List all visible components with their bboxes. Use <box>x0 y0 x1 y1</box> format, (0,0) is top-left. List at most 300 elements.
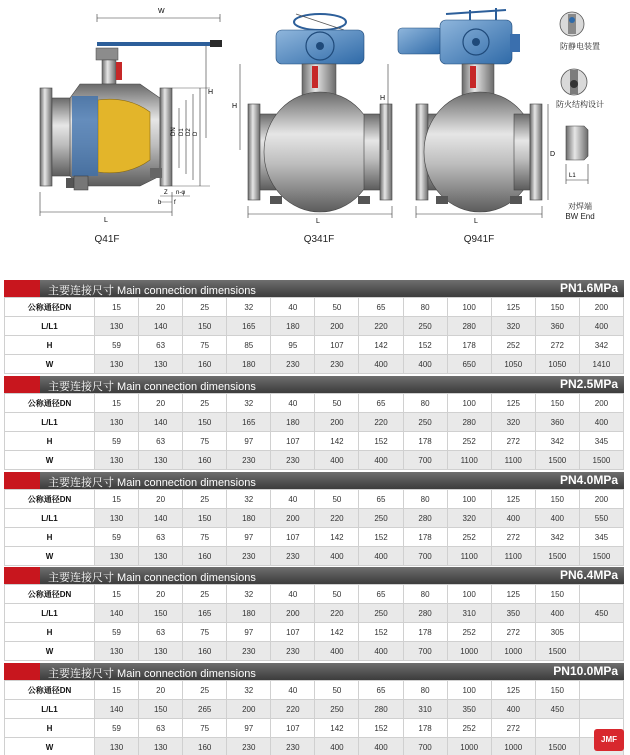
table-cell: 125 <box>491 298 535 317</box>
table-cell: 15 <box>95 394 139 413</box>
table-cell: 97 <box>227 623 271 642</box>
table-row <box>5 547 624 566</box>
table-cell: 150 <box>535 490 579 509</box>
table-cell: 130 <box>95 509 139 528</box>
table-cell: 320 <box>491 317 535 336</box>
dim-dn-label: DN <box>171 127 177 136</box>
table-cell: 25 <box>183 394 227 413</box>
pressure-rating: PN1.6MPa <box>559 281 618 295</box>
table-cell: 152 <box>359 623 403 642</box>
table-cell: 342 <box>579 336 623 355</box>
row-label: L/L1 <box>5 604 95 623</box>
q941f-dim-h: H <box>380 95 386 102</box>
row-label: W <box>5 547 95 566</box>
row-label: 公称通径DN <box>5 490 95 509</box>
table-cell: 150 <box>183 509 227 528</box>
row-label: W <box>5 642 95 661</box>
table-cell: 400 <box>315 547 359 566</box>
table-cell <box>535 719 579 738</box>
table-row <box>5 700 624 719</box>
table-cell: 63 <box>139 623 183 642</box>
table-cell: 80 <box>403 681 447 700</box>
table-cell: 130 <box>95 642 139 661</box>
table-cell: 59 <box>95 623 139 642</box>
dimension-table <box>4 297 624 374</box>
row-label: 公称通径DN <box>5 681 95 700</box>
table-pn40 <box>4 472 624 566</box>
table-title: 主要连接尺寸 Main connection dimensions <box>48 381 256 393</box>
table-cell: 150 <box>535 681 579 700</box>
table-cell: 280 <box>403 604 447 623</box>
table-cell <box>579 642 623 661</box>
table-cell: 65 <box>359 490 403 509</box>
table-row <box>5 451 624 470</box>
table-cell: 550 <box>579 509 623 528</box>
table-cell: 150 <box>183 317 227 336</box>
table-cell: 142 <box>359 336 403 355</box>
table-cell: 142 <box>315 432 359 451</box>
table-cell: 280 <box>403 509 447 528</box>
table-cell: 178 <box>403 719 447 738</box>
table-cell: 350 <box>447 700 491 719</box>
table-cell: 272 <box>491 432 535 451</box>
table-cell: 1500 <box>535 547 579 566</box>
table-cell: 1410 <box>579 355 623 374</box>
table-cell: 400 <box>491 509 535 528</box>
table-cell: 50 <box>315 298 359 317</box>
table-cell: 160 <box>183 738 227 755</box>
dim-n-label: n-φ <box>176 190 186 196</box>
table-cell: 200 <box>579 394 623 413</box>
table-cell: 250 <box>403 317 447 336</box>
table-cell: 1500 <box>535 642 579 661</box>
table-row <box>5 642 624 661</box>
header-accent <box>4 376 40 393</box>
table-cell: 130 <box>139 738 183 755</box>
table-cell: 250 <box>315 700 359 719</box>
table-cell: 20 <box>139 394 183 413</box>
row-label: 公称通径DN <box>5 298 95 317</box>
table-row <box>5 317 624 336</box>
table-cell: 230 <box>271 451 315 470</box>
table-cell: 142 <box>315 719 359 738</box>
table-cell: 400 <box>315 642 359 661</box>
table-cell: 100 <box>447 394 491 413</box>
table-title: 主要连接尺寸 Main connection dimensions <box>48 285 256 297</box>
table-cell: 100 <box>447 298 491 317</box>
table-cell: 140 <box>139 509 183 528</box>
table-cell: 152 <box>359 432 403 451</box>
table-cell: 59 <box>95 719 139 738</box>
table-cell: 400 <box>315 451 359 470</box>
table-cell: 1100 <box>447 547 491 566</box>
table-row <box>5 509 624 528</box>
note-bw-en: BW End <box>565 212 595 221</box>
table-cell: 400 <box>403 355 447 374</box>
table-cell: 40 <box>271 298 315 317</box>
table-cell: 400 <box>359 642 403 661</box>
table-row <box>5 585 624 604</box>
table-cell: 178 <box>447 336 491 355</box>
q41f-drawing <box>40 8 222 224</box>
table-cell: 450 <box>579 604 623 623</box>
row-label: L/L1 <box>5 509 95 528</box>
table-cell: 130 <box>139 547 183 566</box>
table-cell: 250 <box>359 509 403 528</box>
table-cell: 165 <box>183 604 227 623</box>
caption-q41f: Q41F <box>94 234 120 245</box>
table-cell: 80 <box>403 585 447 604</box>
dim-l1-label: L1 <box>569 173 576 179</box>
table-cell: 400 <box>359 355 403 374</box>
table-cell: 107 <box>271 719 315 738</box>
table-pn25 <box>4 376 624 470</box>
table-cell: 85 <box>227 336 271 355</box>
table-row <box>5 738 624 755</box>
table-cell: 272 <box>491 623 535 642</box>
table-cell: 400 <box>535 509 579 528</box>
table-cell: 32 <box>227 681 271 700</box>
table-cell: 25 <box>183 681 227 700</box>
table-cell: 15 <box>95 490 139 509</box>
table-row <box>5 604 624 623</box>
table-title: 主要连接尺寸 Main connection dimensions <box>48 668 256 680</box>
table-header <box>4 376 624 393</box>
table-cell: 130 <box>95 317 139 336</box>
table-cell: 160 <box>183 642 227 661</box>
table-cell: 252 <box>491 336 535 355</box>
table-cell: 97 <box>227 528 271 547</box>
table-cell: 1000 <box>491 642 535 661</box>
table-cell: 320 <box>447 509 491 528</box>
row-label: 公称通径DN <box>5 585 95 604</box>
table-cell: 150 <box>139 604 183 623</box>
table-cell: 400 <box>491 700 535 719</box>
pressure-rating: PN2.5MPa <box>559 377 618 391</box>
table-row <box>5 490 624 509</box>
table-cell: 50 <box>315 394 359 413</box>
row-label: H <box>5 528 95 547</box>
table-cell: 152 <box>359 719 403 738</box>
table-cell: 160 <box>183 355 227 374</box>
table-cell: 220 <box>271 700 315 719</box>
table-cell: 200 <box>271 604 315 623</box>
table-cell: 125 <box>491 681 535 700</box>
table-cell: 40 <box>271 394 315 413</box>
table-row <box>5 298 624 317</box>
table-cell: 1500 <box>579 547 623 566</box>
dimension-table <box>4 584 624 661</box>
table-cell: 32 <box>227 394 271 413</box>
table-cell: 1000 <box>491 738 535 755</box>
table-cell: 400 <box>535 604 579 623</box>
drawing-canvas <box>0 0 630 262</box>
table-cell: 97 <box>227 432 271 451</box>
dim-l-label: L <box>104 217 108 224</box>
table-row <box>5 623 624 642</box>
brand-stamp-logo: JMF <box>594 729 624 751</box>
q341f-dim-l: L <box>316 218 320 225</box>
table-cell: 32 <box>227 585 271 604</box>
caption-q941f: Q941F <box>463 234 495 245</box>
table-cell: 107 <box>315 336 359 355</box>
table-cell: 180 <box>271 317 315 336</box>
row-label: L/L1 <box>5 413 95 432</box>
table-cell: 59 <box>95 336 139 355</box>
table-cell: 230 <box>227 451 271 470</box>
table-cell: 1000 <box>447 738 491 755</box>
table-cell: 1500 <box>579 451 623 470</box>
row-label: 公称通径DN <box>5 394 95 413</box>
table-cell: 650 <box>447 355 491 374</box>
table-cell: 150 <box>535 298 579 317</box>
table-cell: 310 <box>403 700 447 719</box>
table-cell: 140 <box>139 413 183 432</box>
q341f-drawing <box>232 14 392 225</box>
table-cell: 252 <box>447 432 491 451</box>
table-row <box>5 413 624 432</box>
table-cell: 305 <box>535 623 579 642</box>
table-cell: 230 <box>271 738 315 755</box>
table-cell: 400 <box>579 413 623 432</box>
table-cell: 107 <box>271 432 315 451</box>
table-cell: 220 <box>315 509 359 528</box>
table-cell: 1000 <box>447 642 491 661</box>
table-cell: 140 <box>95 604 139 623</box>
table-cell <box>579 700 623 719</box>
table-cell: 100 <box>447 490 491 509</box>
note-bw-cn: 对焊端 <box>568 202 592 211</box>
table-cell: 250 <box>359 604 403 623</box>
table-cell: 1100 <box>491 547 535 566</box>
table-cell: 700 <box>403 547 447 566</box>
table-cell: 230 <box>315 355 359 374</box>
table-cell: 272 <box>535 336 579 355</box>
table-cell: 65 <box>359 681 403 700</box>
dimension-table <box>4 680 624 755</box>
table-cell: 125 <box>491 394 535 413</box>
table-cell: 280 <box>447 413 491 432</box>
table-cell: 280 <box>359 700 403 719</box>
row-label: L/L1 <box>5 317 95 336</box>
table-cell: 80 <box>403 298 447 317</box>
table-cell: 350 <box>491 604 535 623</box>
pressure-rating: PN6.4MPa <box>559 568 618 582</box>
table-cell: 50 <box>315 681 359 700</box>
table-cell: 25 <box>183 585 227 604</box>
table-pn64 <box>4 567 624 661</box>
note-fireproof: 防火结构设计 <box>556 100 604 109</box>
table-cell: 63 <box>139 719 183 738</box>
table-cell: 25 <box>183 298 227 317</box>
table-row <box>5 681 624 700</box>
table-cell: 50 <box>315 585 359 604</box>
table-cell: 200 <box>227 700 271 719</box>
table-cell <box>579 585 623 604</box>
table-cell: 95 <box>271 336 315 355</box>
table-cell: 125 <box>491 490 535 509</box>
table-cell: 165 <box>227 413 271 432</box>
table-cell: 65 <box>359 394 403 413</box>
q341f-dim-h: H <box>232 103 238 110</box>
table-header <box>4 663 624 680</box>
table-cell: 40 <box>271 490 315 509</box>
table-cell: 272 <box>491 719 535 738</box>
table-cell: 178 <box>403 432 447 451</box>
row-label: L/L1 <box>5 700 95 719</box>
dim-h-label: H <box>208 89 214 96</box>
table-cell: 252 <box>447 528 491 547</box>
row-label: H <box>5 719 95 738</box>
table-cell: 200 <box>315 317 359 336</box>
table-cell: 25 <box>183 490 227 509</box>
table-cell: 75 <box>183 623 227 642</box>
header-accent <box>4 280 40 297</box>
pressure-rating: PN10.0MPa <box>553 664 618 678</box>
table-cell: 130 <box>139 642 183 661</box>
table-cell: 450 <box>535 700 579 719</box>
table-cell: 40 <box>271 681 315 700</box>
dimension-table <box>4 489 624 566</box>
table-cell: 50 <box>315 490 359 509</box>
table-cell: 200 <box>271 509 315 528</box>
table-row <box>5 355 624 374</box>
table-title: 主要连接尺寸 Main connection dimensions <box>48 572 256 584</box>
table-cell: 160 <box>183 547 227 566</box>
table-cell: 160 <box>183 451 227 470</box>
valve-drawings <box>0 0 630 262</box>
table-cell: 140 <box>139 317 183 336</box>
table-cell: 1050 <box>491 355 535 374</box>
table-title: 主要连接尺寸 Main connection dimensions <box>48 477 256 489</box>
table-row <box>5 394 624 413</box>
table-pn16 <box>4 280 624 374</box>
table-cell: 63 <box>139 528 183 547</box>
table-cell: 265 <box>183 700 227 719</box>
table-cell: 700 <box>403 738 447 755</box>
table-row <box>5 528 624 547</box>
table-cell: 178 <box>403 528 447 547</box>
table-cell: 100 <box>447 681 491 700</box>
table-cell: 400 <box>579 317 623 336</box>
table-cell: 200 <box>579 298 623 317</box>
table-cell: 1100 <box>447 451 491 470</box>
caption-q341f: Q341F <box>303 234 335 245</box>
table-cell: 342 <box>535 432 579 451</box>
table-cell: 230 <box>271 547 315 566</box>
table-cell: 220 <box>315 604 359 623</box>
dim-d1-label: D1 <box>179 128 185 136</box>
table-cell: 345 <box>579 528 623 547</box>
q941f-drawing <box>380 8 555 225</box>
pressure-rating: PN4.0MPa <box>559 473 618 487</box>
table-cell: 20 <box>139 681 183 700</box>
table-cell: 107 <box>271 528 315 547</box>
table-cell: 230 <box>227 642 271 661</box>
table-cell: 360 <box>535 317 579 336</box>
table-cell: 130 <box>95 738 139 755</box>
table-cell: 63 <box>139 336 183 355</box>
table-cell: 130 <box>139 355 183 374</box>
header-accent <box>4 472 40 489</box>
table-cell: 130 <box>95 547 139 566</box>
dim-d-label: D <box>193 131 199 136</box>
header-accent <box>4 663 40 680</box>
table-cell: 220 <box>359 317 403 336</box>
table-cell: 360 <box>535 413 579 432</box>
table-cell: 345 <box>579 432 623 451</box>
table-cell: 220 <box>359 413 403 432</box>
table-cell <box>579 623 623 642</box>
table-cell: 152 <box>359 528 403 547</box>
table-cell: 150 <box>535 394 579 413</box>
table-cell: 272 <box>491 528 535 547</box>
table-cell: 230 <box>227 547 271 566</box>
table-cell: 250 <box>403 413 447 432</box>
table-cell: 280 <box>447 317 491 336</box>
table-row <box>5 719 624 738</box>
table-cell: 1500 <box>535 451 579 470</box>
table-cell: 32 <box>227 298 271 317</box>
dim-w-label: W <box>158 8 165 15</box>
table-cell: 63 <box>139 432 183 451</box>
table-cell: 75 <box>183 336 227 355</box>
table-cell: 252 <box>447 623 491 642</box>
table-pn100 <box>4 663 624 755</box>
table-row <box>5 336 624 355</box>
table-cell: 152 <box>403 336 447 355</box>
row-label: H <box>5 623 95 642</box>
table-cell: 65 <box>359 298 403 317</box>
table-cell: 700 <box>403 451 447 470</box>
table-cell: 1500 <box>535 738 579 755</box>
row-label: W <box>5 355 95 374</box>
table-cell: 230 <box>227 738 271 755</box>
table-cell: 15 <box>95 298 139 317</box>
row-label: W <box>5 738 95 755</box>
table-cell: 40 <box>271 585 315 604</box>
table-cell: 32 <box>227 490 271 509</box>
table-cell: 125 <box>491 585 535 604</box>
table-cell: 130 <box>95 451 139 470</box>
detail-bw-end <box>566 126 588 184</box>
table-cell: 180 <box>227 355 271 374</box>
table-cell: 150 <box>535 585 579 604</box>
table-cell: 20 <box>139 298 183 317</box>
table-cell: 107 <box>271 623 315 642</box>
table-cell: 200 <box>579 490 623 509</box>
table-cell: 342 <box>535 528 579 547</box>
table-cell: 180 <box>227 604 271 623</box>
table-cell: 140 <box>95 700 139 719</box>
table-cell: 15 <box>95 681 139 700</box>
table-cell: 165 <box>227 317 271 336</box>
table-cell: 320 <box>491 413 535 432</box>
table-row <box>5 432 624 451</box>
table-cell: 75 <box>183 528 227 547</box>
table-cell: 180 <box>271 413 315 432</box>
table-cell: 142 <box>315 528 359 547</box>
table-cell: 20 <box>139 490 183 509</box>
dim-z-label: Z <box>164 190 168 196</box>
table-cell: 65 <box>359 585 403 604</box>
table-cell: 400 <box>359 547 403 566</box>
table-cell: 150 <box>139 700 183 719</box>
table-header <box>4 280 624 297</box>
table-cell: 59 <box>95 528 139 547</box>
table-cell: 15 <box>95 585 139 604</box>
row-label: H <box>5 432 95 451</box>
